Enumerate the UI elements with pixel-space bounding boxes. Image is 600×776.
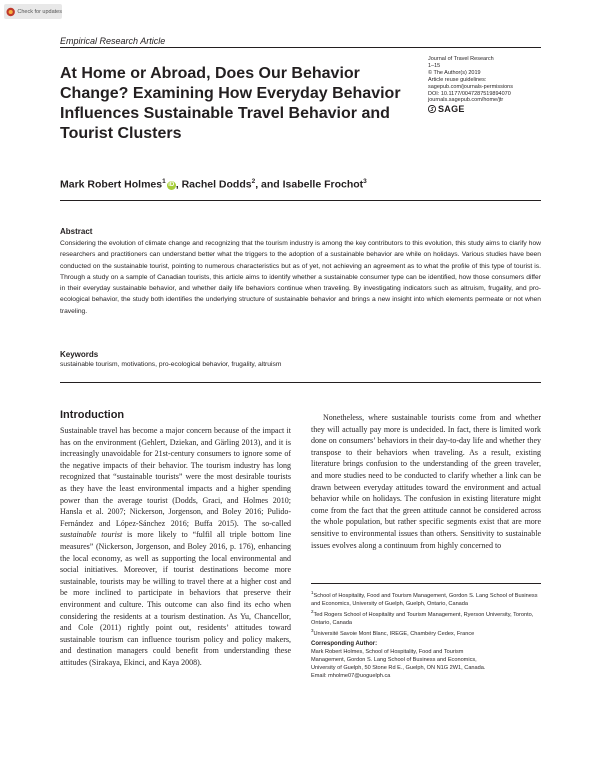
check-updates-icon xyxy=(6,7,15,17)
corresponding-line: University of Guelph, 50 Stone Rd E., Guelph, ON N1G 2W1, Canada. xyxy=(311,665,486,672)
header-divider xyxy=(60,200,541,201)
keywords-text: sustainable tourism, motivations, pro-ecological behavior, frugality, altruism xyxy=(60,361,282,368)
article-title: At Home or Abroad, Does Our Behavior Change? Examining How Everyday Behavior Influences Sustainable Travel Behavior and Tourist Clusters xyxy=(60,65,401,142)
corresponding-author-heading: Corresponding Author: xyxy=(311,641,378,648)
intro-text-emphasis: sustainable tourist xyxy=(60,530,123,540)
author-affiliation-sup: 2 xyxy=(251,178,256,185)
affiliation-item: $^2$Ted Rogers School of Hospitality and Tourism Management, Ryerson University, Toronto, Ontario, Canada xyxy=(311,609,534,626)
article-type: Empirical Research Article xyxy=(60,36,166,46)
affiliation-item: $^1$School of Hospitality, Food and Tourism Management, Gordon S. Lang School of Business and Economics, University of Guelph, Guelph, Ontario, Canada xyxy=(311,590,538,607)
journal-name: Journal of Travel Research xyxy=(428,56,494,62)
copyright: © The Author(s) 2019 xyxy=(428,69,481,76)
check-for-updates-button[interactable] xyxy=(4,4,62,19)
sage-logo xyxy=(428,105,548,113)
author-affiliation-sup: 1 xyxy=(162,178,166,185)
body-divider xyxy=(60,382,541,383)
journal-meta xyxy=(428,56,548,113)
page-range: 1–15 xyxy=(428,62,441,69)
corresponding-line: Management, Gordon S. Lang School of Business and Economics, xyxy=(311,657,477,664)
introduction-heading: Introduction xyxy=(60,409,125,421)
column-two-text: Nonetheless, where sustainable tourists come from and whether they will actually pay more is undecided. In fact, there is limited work done on consumers’ behaviors in their day-to-day life and whether they transpose to their behaviors when traveling. As a result, existing literature brings confusion to the understanding of the green traveler, and more studies need to be conducted to clarify whether a link can be drawn between everyday attitudes toward the environment and actual behavior while on holidays. The confusion in existing literature might come from the fact that the green attitude cannot be considered across the whole population, but rather specific segments exist that are more sensitive to environmental issues than others. Sensitivity to sustainable issues evolves along a continuum from highly concerned to xyxy=(311,413,541,550)
footnote-divider xyxy=(311,583,541,584)
introduction-text xyxy=(60,425,291,668)
permissions-link[interactable]: sagepub.com/journals-permissions xyxy=(428,83,513,90)
check-updates-label: Check for updates xyxy=(17,8,62,15)
author-list xyxy=(60,178,367,191)
intro-text-segment: is more likely to “fulfil all triple bottom line measures” (Nickerson, Jorgenson, and Boley 2016, p. 176), enhancing the local economy, as well as supporting the local environmental and social initiatives. Moreover, if tourist destinations become more sustainable, tourists may be willing to travel there at a higher cost and be more inclined to participate in behaviors that preserve their environment and culture. This outcome can also find its echo when considering the residents at a tourism destination. As Yu, Chancellor, and Cole (2011) rightly point out, residents’ attitudes toward sustainable tourism can influence tourism policy and policy makers, and destination managers could benefit from understanding these attitudes (Sirakaya, Ekinci, and Kaya 2008). xyxy=(60,530,292,667)
corresponding-line: Mark Robert Holmes, School of Hospitality, Food and Tourism xyxy=(311,649,464,656)
orcid-icon[interactable]: iD xyxy=(168,181,175,188)
author-affiliation-sup: 3 xyxy=(363,178,367,185)
abstract-text: Considering the evolution of climate change and recognizing that the tourism industry is among the key contributors to this evolution, this study aims to clarify how researchers and practitioners can understand better what the triggers to the adoption of a sustainable behavior are while on holidays. Various studies have been conducted on the sustainable tourist, pointing to numerous characteristics but as of yet, not achieving an agreement as to what the profile of this type of tourist is. Through a study on a sample of Canadian tourists, this article aims to identify whether a sustainable consumer type can be identified, how those consumers differ in their everyday sustainable behavior, and whether daily life behaviors continue when traveling. By investigating indicators such as altruism, frugality, and pro-ecological behavior, the study both identifies the underlying structure of sustainable behavior and brings a new insight into which elements permeate or not when traveling. xyxy=(60,240,541,315)
abstract-heading: Abstract xyxy=(60,227,93,236)
journal-home-link[interactable]: journals.sagepub.com/home/jtr xyxy=(428,97,504,104)
author-name: Mark Robert Holmes xyxy=(60,178,163,191)
corresponding-email[interactable]: Email: mholme07@uoguelph.ca xyxy=(311,673,391,680)
sage-logo-text: SAGE xyxy=(438,103,465,114)
intro-text-segment: Sustainable travel has become a major concern because of the impact it has on the environment (Gehlert, Dziekan, and Gärling 2013), and it is increasingly unavoidable for 21st-century consumers to ignore some of the negative impacts of their behavior. The tourism industry has long recognized that “sustainable tourists” were the most desirable tourists as they have the least environmental impacts and a higher spending power than the average tourist (Dodds, Graci, and Holmes 2010; Hansla et al. 2007; Nickerson, Jorgenson, and Boley 2016; Pulido-Fernández and López-Sánchez 2016; Buffa 2015). The so-called xyxy=(60,426,291,528)
sage-mark-icon xyxy=(428,105,436,113)
affiliations-block xyxy=(311,589,541,681)
top-divider xyxy=(60,47,541,48)
doi-link[interactable]: DOI: 10.1177/0047287519894070 xyxy=(428,90,511,97)
author-name: , Rachel Dodds xyxy=(175,178,252,191)
keywords-heading: Keywords xyxy=(60,350,99,359)
reuse-guidelines-label: Article reuse guidelines: xyxy=(428,76,487,83)
author-name: , and Isabelle Frochot xyxy=(255,178,364,191)
affiliation-item: $^3$Université Savoie Mont Blanc, IREGE, Chambéry Cedex, France xyxy=(311,628,475,637)
